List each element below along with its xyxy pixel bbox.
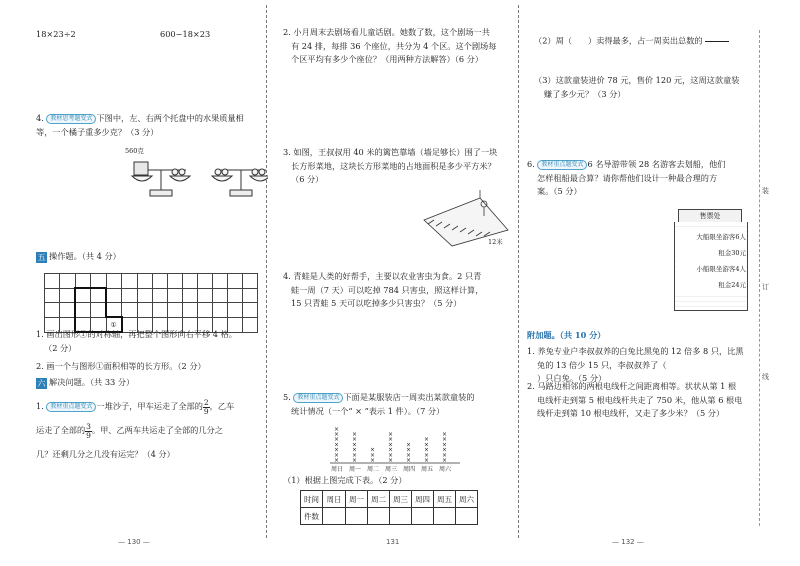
- table-day: 周五: [434, 491, 456, 508]
- pictograph-mark: ×: [388, 457, 394, 464]
- question-5-sub1: （1）根据上图完成下表。（2 分）: [283, 475, 407, 485]
- sign-line: 大船限坐游客6人: [696, 233, 746, 241]
- pictograph-mark: ×: [334, 436, 340, 444]
- pictograph-mark: ×: [388, 431, 394, 438]
- page-number-right: — 132 —: [612, 538, 644, 546]
- section-title: 操作题。（共 4 分）: [49, 251, 121, 261]
- garden-fence-illustration: [420, 190, 512, 248]
- sign-line: 小船限坐游客4人: [696, 265, 746, 273]
- table-cell-input[interactable]: [456, 508, 478, 525]
- pictograph-mark: ×: [388, 451, 394, 459]
- pictograph-mark: ×: [334, 441, 340, 449]
- binding-line: [759, 30, 760, 526]
- table-cell-input[interactable]: [434, 508, 456, 525]
- pictograph-mark: ×: [406, 457, 412, 464]
- question-5-sub3: （3）这款童装进价 78 元，售价 120 元，这周这款童装 赚了多少元？（3 分）: [534, 75, 740, 99]
- table-cell-input[interactable]: [368, 508, 390, 525]
- sign-line: 租金30元: [718, 249, 746, 257]
- ticket-booth-sign: [668, 209, 752, 314]
- operation-1: 1. 画出图形①的对称轴，再把整个图形向右平移 4 格。 （2 分）: [36, 329, 237, 353]
- question-tag: 教材重点题变式: [46, 402, 96, 412]
- pictograph-mark: ×: [388, 446, 394, 454]
- table-day: 周日: [323, 491, 346, 508]
- table-day: 周三: [390, 491, 412, 508]
- pictograph-mark: ×: [442, 436, 448, 444]
- pictograph-mark: ×: [406, 441, 412, 449]
- sign-line: 租金24元: [718, 281, 746, 289]
- fraction-2-9: $\frac{2}{9}$: [203, 397, 209, 416]
- pictograph-mark: ×: [442, 431, 448, 438]
- extra-question-2: 2. 马路边相邻的两根电线杆之间距离相等。状状从第 1 根 电线杆走到第 5 根电线杆共走了 750 米，他从第 6 根电 线杆走到第 10 根电线杆，又走了多少米？（5 分）: [527, 381, 743, 418]
- page-divider-left: [266, 5, 267, 538]
- pictograph-day-label: 周五: [421, 466, 434, 473]
- pictograph-mark: ×: [442, 451, 448, 459]
- pictograph-mark: ×: [406, 451, 412, 459]
- question-4-frog: 4. 青蛙是人类的好帮手，主要以农业害虫为食。2 只青 蛙一周（7 天）可以吃掉 784 只害虫，照这样计算， 15 只青蛙 5 天可以吃掉多少只害虫？（5 分）: [283, 271, 484, 308]
- pictograph-day-label: 周二: [367, 466, 380, 473]
- pictograph-mark: ×: [352, 431, 358, 438]
- pictograph-mark: ×: [424, 457, 430, 464]
- section-5-heading: [36, 250, 121, 264]
- pictograph-mark: ×: [352, 446, 358, 454]
- expression-2: 600−18×23: [160, 29, 211, 39]
- pictograph-day-label: 周日: [331, 466, 344, 473]
- table-day: 周六: [456, 491, 478, 508]
- pictograph: [330, 424, 470, 474]
- binding-char-1: 装: [762, 187, 769, 195]
- pictograph-mark: ×: [424, 446, 430, 454]
- question-tag: 教材重点题变式: [293, 393, 343, 403]
- balance-scales-illustration: [128, 152, 268, 200]
- fence-length-label: 12米: [488, 238, 503, 246]
- drawing-grid[interactable]: [44, 273, 258, 333]
- expression-1: 18×23÷2: [36, 29, 76, 39]
- question-5: 5. 教材重点题变式 下面是某服装店一周卖出某款童装的 统计情况（一个“ × ”表示 1 件）。（7 分）: [283, 392, 475, 416]
- pictograph-mark: ×: [424, 441, 430, 449]
- question-3: 3. 如图，王叔叔用 40 米的篱笆靠墙（墙足够长）围了一块 长方形菜地，这块长方形菜地的占地面积是多少平方米？ （6 分）: [283, 147, 498, 184]
- figure-1-marker: ①: [106, 317, 122, 332]
- question-tag: 教材重点题变式: [537, 160, 587, 170]
- extra-section-heading: 附加题。（共 10 分）: [527, 330, 606, 340]
- pictograph-day-label: 周一: [349, 466, 362, 473]
- extra-question-1: 1. 养兔专业户李叔叔养的白兔比黑兔的 12 倍多 8 只，比黑 兔的 13 倍少 15 只，李叔叔养了（）只白兔。（5 分）: [527, 346, 744, 383]
- pictograph-mark: ×: [370, 446, 376, 454]
- question-5-sub2: （2）周（ ）卖得最多，占一周卖出总数的: [534, 34, 754, 49]
- pictograph-mark: ×: [406, 446, 412, 454]
- section-6-heading: [36, 376, 134, 390]
- pictograph-mark: ×: [334, 446, 340, 454]
- pictograph-mark: ×: [424, 451, 430, 459]
- binding-char-3: 线: [762, 373, 769, 381]
- pictograph-day-label: 周三: [385, 466, 398, 473]
- pictograph-mark: ×: [352, 457, 358, 464]
- pictograph-mark: ×: [334, 451, 340, 459]
- pictograph-mark: ×: [424, 436, 430, 444]
- pictograph-mark: ×: [334, 457, 340, 464]
- table-cell-input[interactable]: [346, 508, 368, 525]
- table-day: 周二: [368, 491, 390, 508]
- question-4: 4. 教材思考题变式 下图中，左、右两个托盘中的水果质量相等，一个橘子重多少克？（3 分）: [36, 113, 244, 137]
- pictograph-day-label: 周六: [439, 466, 452, 473]
- page-divider-right: [518, 5, 519, 538]
- sales-table: [300, 490, 478, 525]
- table-cell-input[interactable]: [412, 508, 434, 525]
- page-number-left: — 130 —: [118, 538, 150, 546]
- pictograph-mark: ×: [442, 441, 448, 449]
- question-2: 2. 小月周末去剧场看儿童话剧。她数了数，这个剧场一共 有 24 排，每排 36 个座位，共分为 4 个区。这个剧场每 个区平均有多少个座位？（用两种方法解答）（6 分）: [283, 27, 497, 64]
- blank-fraction[interactable]: [705, 34, 729, 49]
- sign-title: 售票处: [678, 209, 742, 223]
- question-tag: 教材思考题变式: [46, 114, 96, 124]
- pictograph-mark: ×: [370, 451, 376, 459]
- pictograph-mark: ×: [442, 446, 448, 454]
- solve-question-1: 1. 教材重点题变式 一堆沙子，甲车运走了全部的 $\frac{2}{9}$，乙车 运走了全部的 $\frac{3}{9}$。甲、乙两车共运走了全部的几分之 几？还剩几分之几没有运完？（4 分）: [36, 397, 235, 459]
- section-number: 五: [37, 252, 46, 262]
- binding-char-2: 订: [762, 283, 769, 291]
- table-header-count: 件数: [301, 508, 323, 525]
- question-6: 6. 教材重点题变式 6 名导游带领 28 名游客去划船，他们 怎样租船最合算？请你帮他们设计一种最合理的方 案。（5 分）: [527, 159, 726, 196]
- page-number-middle: 131: [386, 538, 400, 546]
- fraction-3-9: $\frac{3}{9}$: [86, 421, 91, 440]
- pictograph-mark: ×: [352, 436, 358, 444]
- pictograph-mark: ×: [334, 431, 340, 438]
- pictograph-mark: ×: [352, 441, 358, 449]
- table-header-time: 时间: [301, 491, 323, 508]
- table-day: 周一: [346, 491, 368, 508]
- pictograph-day-label: 周四: [403, 466, 416, 473]
- section-number: 六: [37, 378, 46, 388]
- pictograph-mark: ×: [352, 451, 358, 459]
- operation-2: 2. 画一个与图形①面积相等的长方形。（2 分）: [36, 361, 206, 371]
- pictograph-mark: ×: [370, 457, 376, 464]
- pictograph-mark: ×: [388, 436, 394, 444]
- pictograph-mark: ×: [442, 457, 448, 464]
- pictograph-mark: ×: [334, 425, 340, 433]
- question-text: 下图中，左、右两个托盘中的水果质量相等，一个橘子重多少克？（3 分）: [36, 113, 244, 137]
- table-day: 周四: [412, 491, 434, 508]
- pictograph-mark: ×: [388, 441, 394, 449]
- section-title: 解决问题。（共 33 分）: [49, 377, 135, 387]
- table-cell-input[interactable]: [323, 508, 346, 525]
- table-cell-input[interactable]: [390, 508, 412, 525]
- scale-label: 560克: [125, 147, 144, 155]
